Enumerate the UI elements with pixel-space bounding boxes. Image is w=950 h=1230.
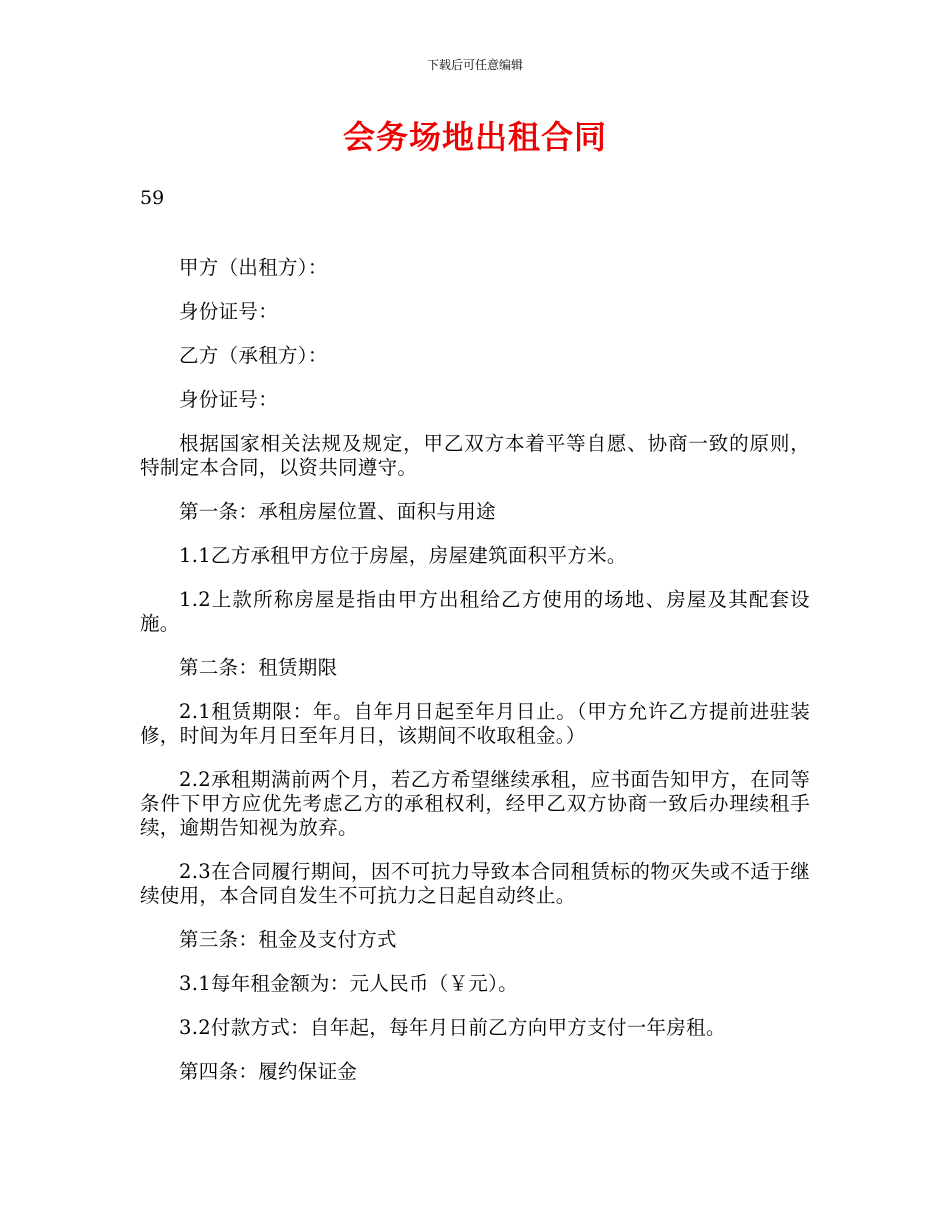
clause-2-2: 2.2承租期满前两个月，若乙方希望继续承租，应书面告知甲方，在同等条件下甲方应优先考虑乙方的承租权利，经甲乙双方协商一致后办理续租手续，逾期告知视为放弃。: [140, 768, 810, 839]
party-a-label: 甲方（出租方）：: [179, 256, 328, 279]
article-2-heading: 第二条：租赁期限: [179, 656, 338, 679]
page-number: 59: [140, 187, 165, 209]
article-1-heading: 第一条：承租房屋位置、面积与用途: [179, 500, 496, 523]
clause-2-1: 2.1租赁期限：年。自年月日起至年月日止。（甲方允许乙方提前进驻装修，时间为年月日至年月日，该期间不收取租金。）: [140, 700, 810, 747]
party-b-id-label: 身份证号：: [179, 388, 279, 411]
contract-body: [140, 256, 810, 1104]
article-3-heading: 第三条：租金及支付方式: [179, 928, 397, 951]
clause-2-3: 2.3在合同履行期间，因不可抗力导致本合同租赁标的物灭失或不适于继续使用，本合同自发生不可抗力之日起自动终止。: [140, 860, 810, 907]
header-note: 下载后可任意编辑: [426, 58, 523, 72]
preamble-paragraph: 根据国家相关法规及规定，甲乙双方本着平等自愿、协商一致的原则，特制定本合同，以资共同遵守。: [140, 432, 810, 479]
article-4-heading: 第四条：履约保证金: [179, 1060, 358, 1083]
clause-1-2: 1.2上款所称房屋是指由甲方出租给乙方使用的场地、房屋及其配套设施。: [140, 588, 810, 635]
clause-3-1: 3.1每年租金额为：元人民币（￥元）。: [179, 972, 518, 995]
clause-1-1: 1.1乙方承租甲方位于房屋，房屋建筑面积平方米。: [179, 544, 627, 567]
party-b-label: 乙方（承租方）：: [179, 344, 328, 367]
party-a-id-label: 身份证号：: [179, 300, 279, 323]
clause-3-2: 3.2付款方式：自年起，每年月日前乙方向甲方支付一年房租。: [179, 1016, 726, 1039]
document-title: 会务场地出租合同: [342, 118, 607, 156]
